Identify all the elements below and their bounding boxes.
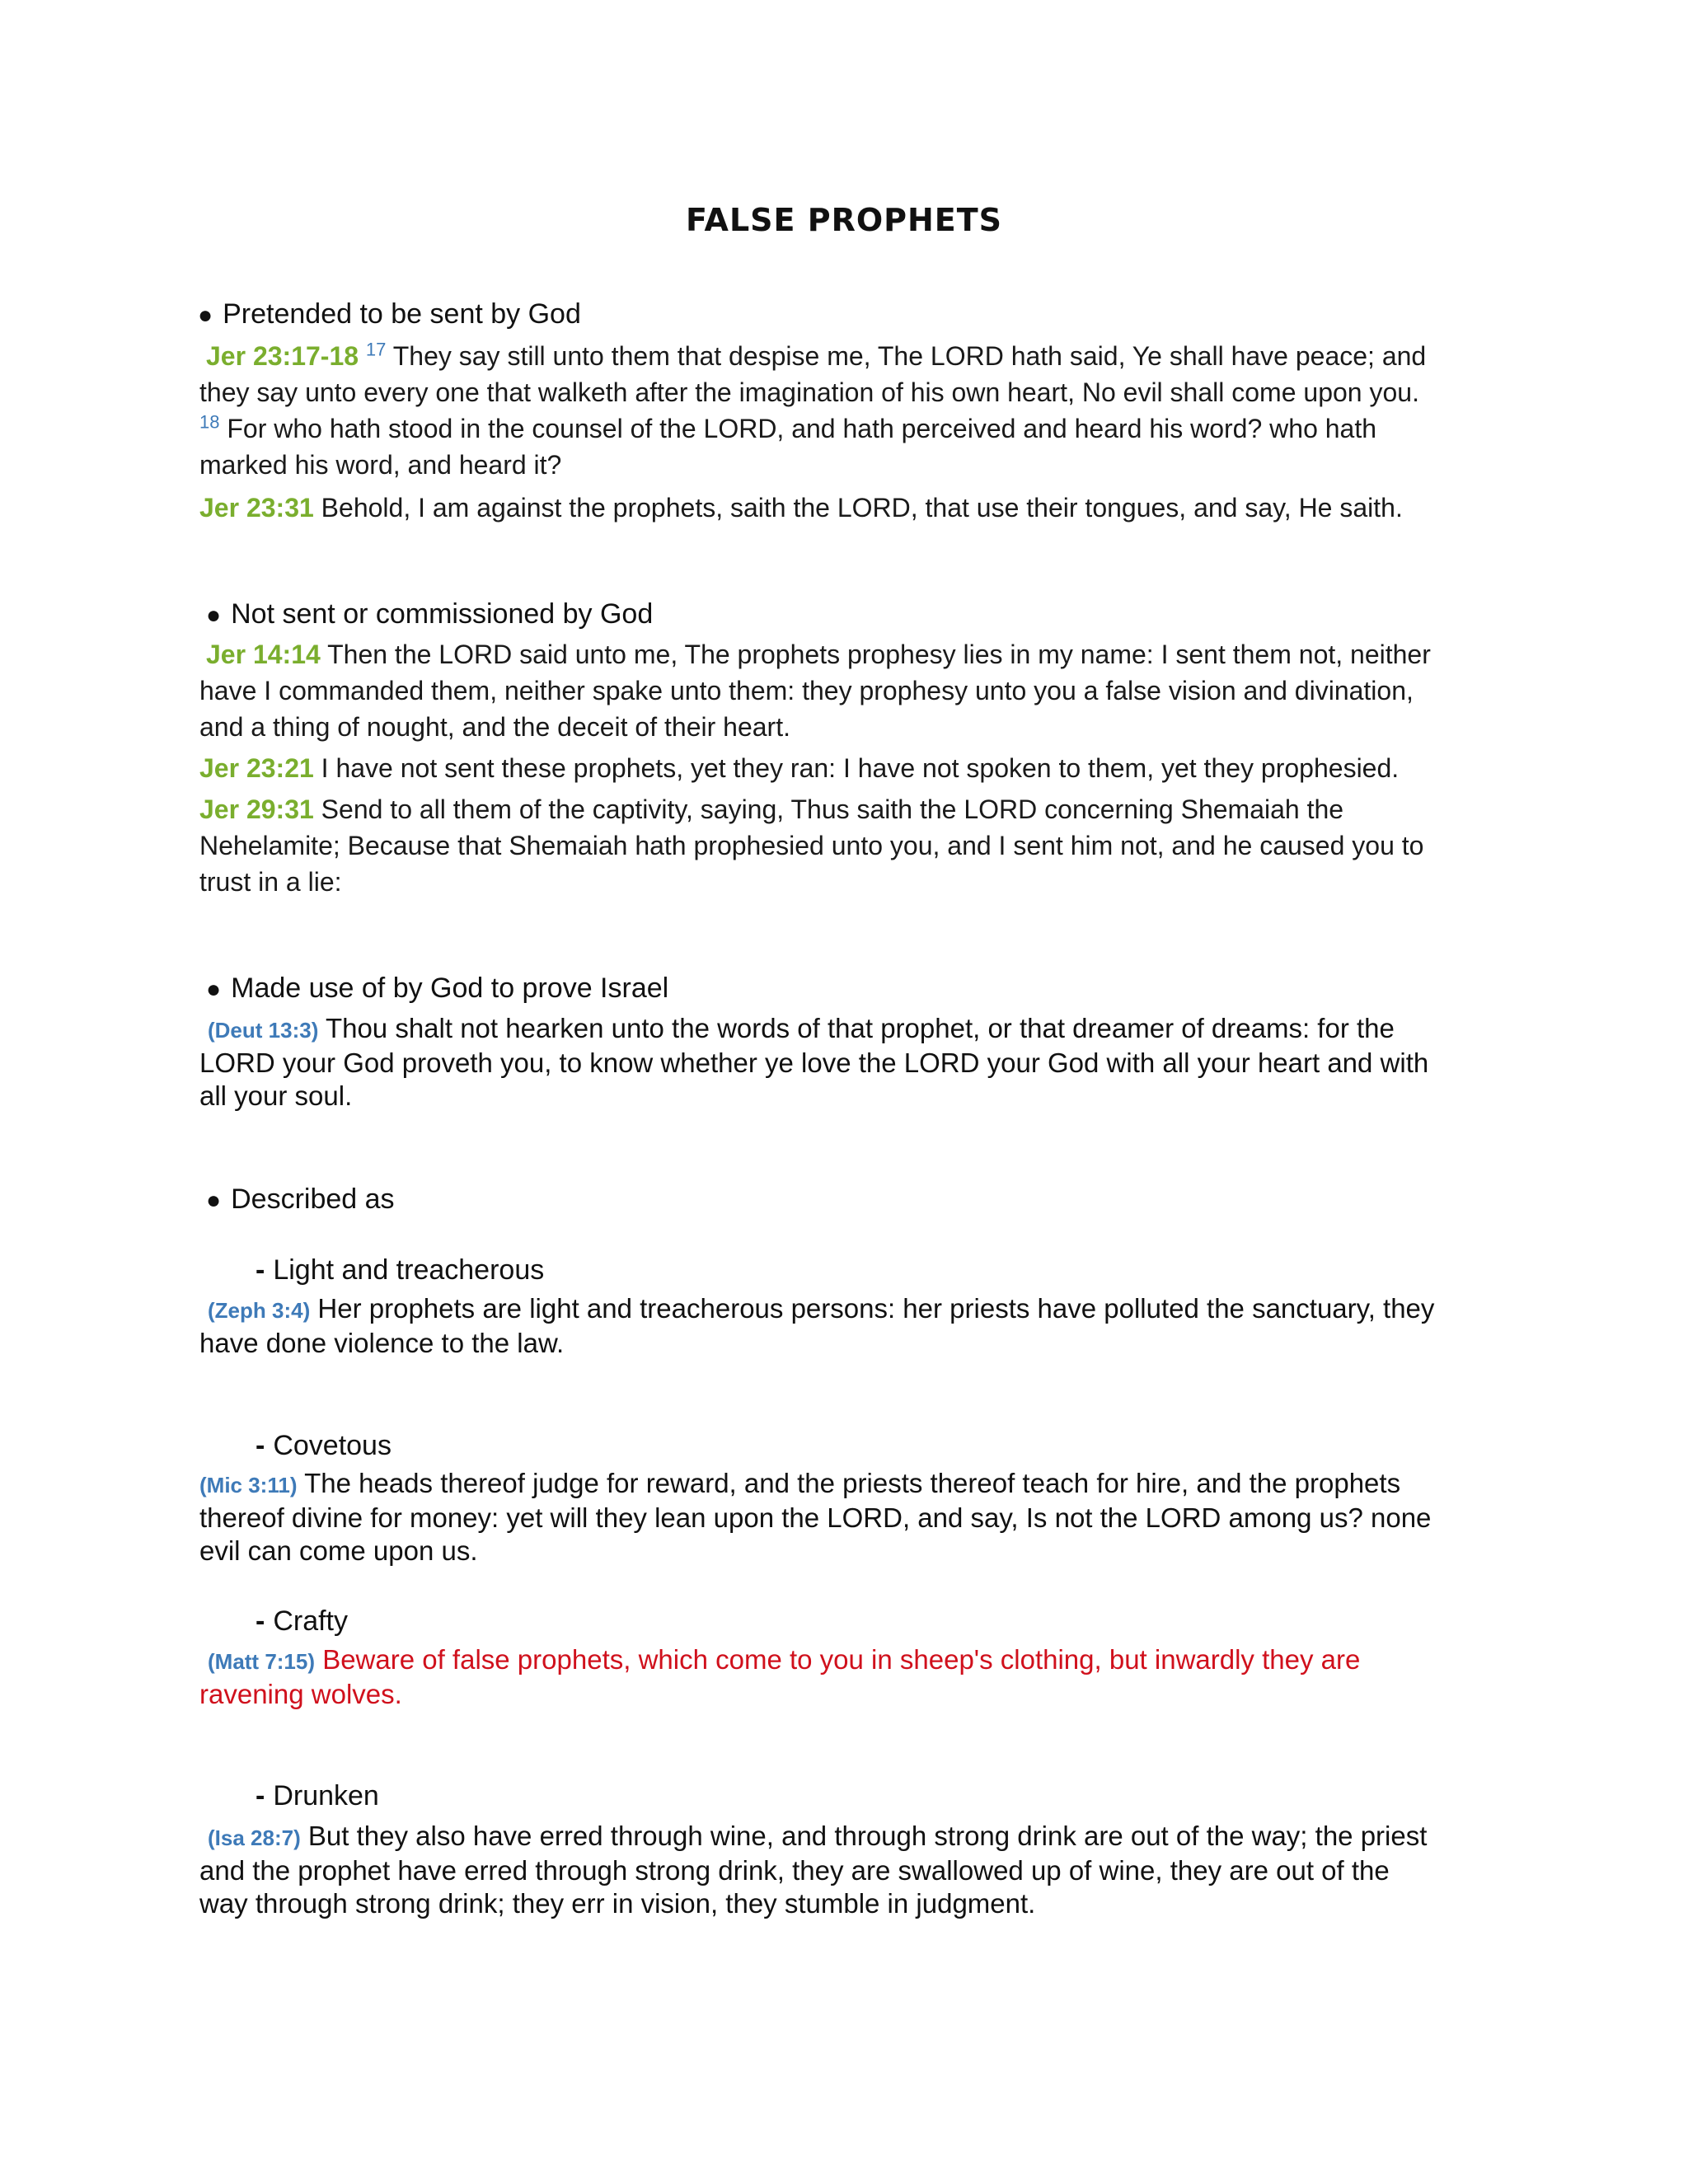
verse-text: have done violence to the law.	[199, 1328, 565, 1358]
verse-jer-14-14	[199, 636, 1485, 745]
bullet-icon: ●	[198, 302, 213, 329]
verse-text: and a thing of nought, and the deceit of their heart.	[199, 712, 790, 742]
verse-jer-23-31	[199, 490, 1485, 526]
bullet-icon: ●	[206, 1187, 222, 1214]
verse-text: trust in a lie:	[199, 867, 342, 897]
verse-jer-29-31	[199, 791, 1485, 900]
verse-jer-23-21	[199, 750, 1485, 786]
dash-marker: -	[256, 1430, 265, 1461]
subheading-text: Crafty	[273, 1605, 349, 1637]
scripture-reference: (Deut 13:3)	[208, 1018, 319, 1043]
scripture-reference: Jer 23:21	[199, 753, 314, 783]
verse-zeph-3-4	[199, 1292, 1485, 1360]
heading-text: Not sent or commissioned by God	[231, 598, 654, 630]
verse-text: have I commanded them, neither spake unto them: they prophesy unto you a false vision and divination,	[199, 676, 1414, 705]
verse-text: thereof divine for money: yet will they lean upon the LORD, and say, Is not the LORD among us? none	[199, 1502, 1432, 1533]
red-letter-verse-text: Beware of false prophets, which come to you in sheep's clothing, but inwardly they are	[322, 1644, 1361, 1675]
verse-text: marked his word, and heard it?	[199, 450, 562, 480]
scripture-reference: (Zeph 3:4)	[208, 1298, 311, 1323]
verse-text: The heads thereof judge for reward, and the priests thereof teach for hire, and the prophets	[304, 1468, 1401, 1498]
subheading-text: Light and treacherous	[273, 1254, 545, 1286]
heading-text: Made use of by God to prove Israel	[231, 972, 669, 1004]
verse-text: Behold, I am against the prophets, saith the LORD, that use their tongues, and say, He saith.	[321, 493, 1403, 523]
subheading-text: Drunken	[273, 1780, 379, 1811]
verse-isa-28-7	[199, 1820, 1485, 1920]
scripture-reference: Jer 14:14	[206, 640, 321, 669]
verse-text: But they also have erred through wine, and through strong drink are out of the way; the priest	[307, 1821, 1428, 1851]
verse-text: Her prophets are light and treacherous persons: her priests have polluted the sanctuary, they	[317, 1293, 1435, 1324]
verse-number: 17	[365, 339, 387, 360]
verse-text: all your soul.	[199, 1080, 353, 1111]
verse-text: LORD your God proveth you, to know whether ye love the LORD your God with all your heart and with	[199, 1047, 1429, 1078]
scripture-reference: Jer 29:31	[199, 794, 314, 824]
heading-text: Described as	[231, 1183, 395, 1215]
verse-text: Thou shalt not hearken unto the words of that prophet, or that dreamer of dreams: for the	[325, 1013, 1395, 1043]
bullet-icon: ●	[206, 602, 222, 629]
scripture-reference: Jer 23:31	[199, 493, 314, 523]
page-title: FALSE PROPHETS	[685, 202, 1003, 238]
subheading-drunken	[256, 1780, 379, 1812]
verse-text: way through strong drink; they err in vision, they stumble in judgment.	[199, 1888, 1036, 1919]
verse-text: Nehelamite; Because that Shemaiah hath prophesied unto you, and I sent him not, and he caused you to	[199, 831, 1424, 860]
scripture-reference: (Mic 3:11)	[199, 1473, 298, 1497]
verse-text: I have not sent these prophets, yet they ran: I have not spoken to them, yet they prophesied.	[321, 753, 1400, 783]
verse-text: evil can come upon us.	[199, 1535, 478, 1566]
section-heading-described-as	[206, 1183, 395, 1216]
dash-marker: -	[256, 1780, 265, 1811]
dash-marker: -	[256, 1254, 265, 1286]
verse-jer-23-17-18	[199, 338, 1485, 483]
verse-deut-13-3	[199, 1012, 1485, 1113]
verse-text: Send to all them of the captivity, saying, Thus saith the LORD concerning Shemaiah the	[321, 794, 1344, 824]
verse-text: Then the LORD said unto me, The prophets prophesy lies in my name: I sent them not, neither	[327, 640, 1431, 669]
bullet-icon: ●	[206, 976, 222, 1003]
scripture-reference: (Matt 7:15)	[208, 1649, 316, 1674]
subheading-light-treacherous	[256, 1254, 544, 1286]
dash-marker: -	[256, 1605, 265, 1637]
verse-text: They say still unto them that despise me, The LORD hath said, Ye shall have peace; and	[392, 341, 1427, 371]
verse-text: For who hath stood in the counsel of the LORD, and hath perceived and heard his word? who hath	[227, 414, 1377, 443]
subheading-crafty	[256, 1605, 348, 1638]
verse-matt-7-15	[199, 1643, 1485, 1711]
subheading-text: Covetous	[273, 1430, 392, 1461]
scripture-reference: Jer 23:17-18	[206, 341, 359, 371]
heading-text: Pretended to be sent by God	[223, 298, 581, 330]
section-heading-pretended	[198, 298, 581, 330]
scripture-reference: (Isa 28:7)	[208, 1825, 301, 1850]
verse-text: they say unto every one that walketh after the imagination of his own heart, No evil shall come upon you.	[199, 377, 1419, 407]
section-heading-prove-israel	[206, 972, 668, 1005]
section-heading-not-sent	[206, 598, 653, 630]
verse-text: and the prophet have erred through strong drink, they are swallowed up of wine, they are out of the	[199, 1855, 1390, 1886]
subheading-covetous	[256, 1430, 392, 1462]
verse-number: 18	[199, 411, 220, 433]
red-letter-verse-text: ravening wolves.	[199, 1679, 402, 1709]
verse-mic-3-11	[199, 1467, 1485, 1568]
